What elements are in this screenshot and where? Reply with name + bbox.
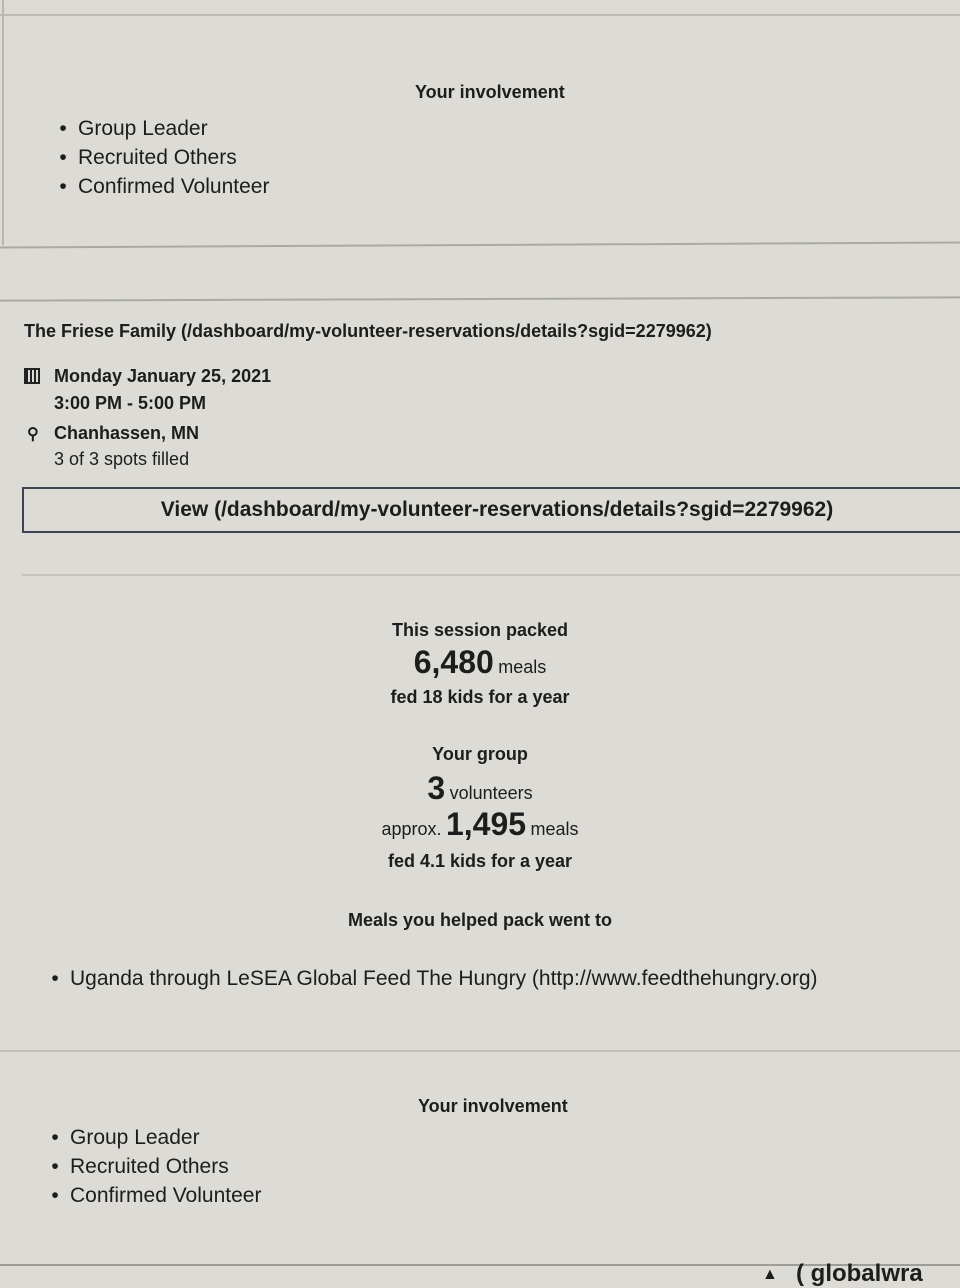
spots-filled: 3 of 3 spots filled — [54, 449, 190, 469]
group-heading: Your group — [432, 744, 528, 764]
destination-heading: Meals you helped pack went to — [347, 910, 613, 930]
map-pin-icon: ⚲ — [27, 426, 39, 443]
group-meals-count: 1,495 — [445, 806, 527, 842]
role-item: • Group Leader — [50, 114, 269, 143]
session-meals — [0, 644, 960, 681]
role-item: • Recruited Others — [42, 1152, 261, 1181]
role-item: • Confirmed Volunteer — [50, 172, 269, 201]
reservation-date: Monday January 25, 2021 — [54, 366, 272, 386]
roles-list-top — [50, 114, 269, 201]
session-meals-unit: meals — [498, 657, 547, 677]
footer-link[interactable]: ( globalwra — [796, 1260, 923, 1287]
roles-list-bottom — [42, 1123, 261, 1210]
group-volunteers — [0, 770, 960, 807]
scroll-up-icon[interactable]: ▲ — [762, 1266, 778, 1283]
role-item: • Recruited Others — [50, 143, 269, 172]
group-fed: fed 4.1 kids for a year — [387, 851, 573, 871]
destination-list — [42, 964, 818, 993]
group-volunteers-count: 3 — [427, 770, 446, 806]
reservation-location: Chanhassen, MN — [54, 423, 200, 443]
destination-item[interactable]: • Uganda through LeSEA Global Feed The Hungry (http://www.feedthehungry.org) — [42, 964, 818, 993]
involvement-heading-top: Your involvement — [415, 82, 565, 102]
group-approx: approx. — [381, 819, 442, 839]
reservation-time: 3:00 PM - 5:00 PM — [54, 393, 207, 413]
involvement-heading-bottom: Your involvement — [418, 1096, 568, 1116]
session-heading: This session packed — [391, 620, 569, 640]
group-volunteers-unit: volunteers — [449, 783, 533, 803]
role-item: • Confirmed Volunteer — [42, 1181, 261, 1210]
group-meals-unit: meals — [530, 819, 579, 839]
role-item: • Group Leader — [42, 1123, 261, 1152]
reservation-title[interactable]: The Friese Family (/dashboard/my-volunteer-reservations/details?sgid=2279962) — [24, 321, 712, 341]
group-meals — [0, 806, 960, 843]
calendar-icon — [24, 368, 40, 384]
view-reservation-button[interactable]: View (/dashboard/my-volunteer-reservations/details?sgid=2279962) — [22, 487, 960, 533]
session-meals-count: 6,480 — [413, 644, 494, 680]
session-fed: fed 18 kids for a year — [390, 687, 570, 707]
